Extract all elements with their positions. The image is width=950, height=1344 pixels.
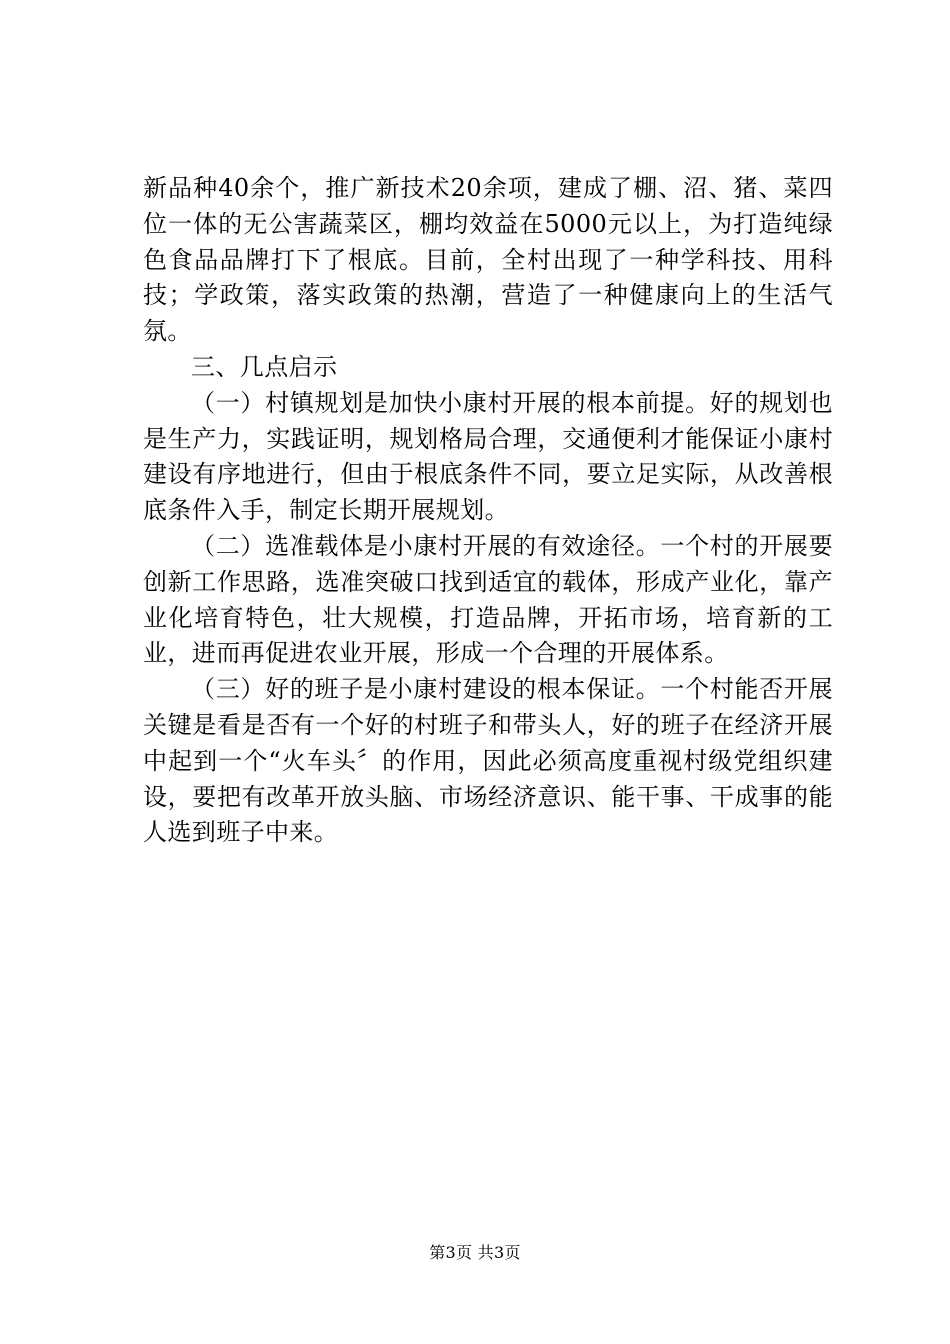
paragraph-continuation: 新品种40余个，推广新技术20余项，建成了棚、沼、猪、菜四位一体的无公害蔬菜区，棚均效益在5000元以上，为打造纯绿色食品品牌打下了根底。目前，全村出现了一种学科技、用科技；学政策，落实政策的热潮，营造了一种健康向上的生活气氛。 <box>143 174 833 346</box>
document-body <box>143 171 833 851</box>
paragraph-point-2: （二）选准载体是小康村开展的有效途径。一个村的开展要创新工作思路，选准突破口找到适宜的载体，形成产业化，靠产业化培育特色，壮大规模，打造品牌，开拓市场，培育新的工业，进而再促进农业开展，形成一个合理的开展体系。 <box>143 531 833 668</box>
page-number-footer: 第3页 共3页 <box>429 1243 521 1262</box>
paragraph-point-3: （三）好的班子是小康村建设的根本保证。一个村能否开展关键是看是否有一个好的村班子和带头人，好的班子在经济开展中起到一个“火车头〞的作用，因此必须高度重视村级党组织建设，要把有改革开放头脑、市场经济意识、能干事、干成事的能人选到班子中来。 <box>143 675 833 847</box>
section-heading: 三、几点启示 <box>191 352 338 381</box>
paragraph-point-1: （一）村镇规划是加快小康村开展的根本前提。好的规划也是生产力，实践证明，规划格局合理，交通便利才能保证小康村建设有序地进行，但由于根底条件不同，要立足实际，从改善根底条件入手，制定长期开展规划。 <box>143 388 833 525</box>
